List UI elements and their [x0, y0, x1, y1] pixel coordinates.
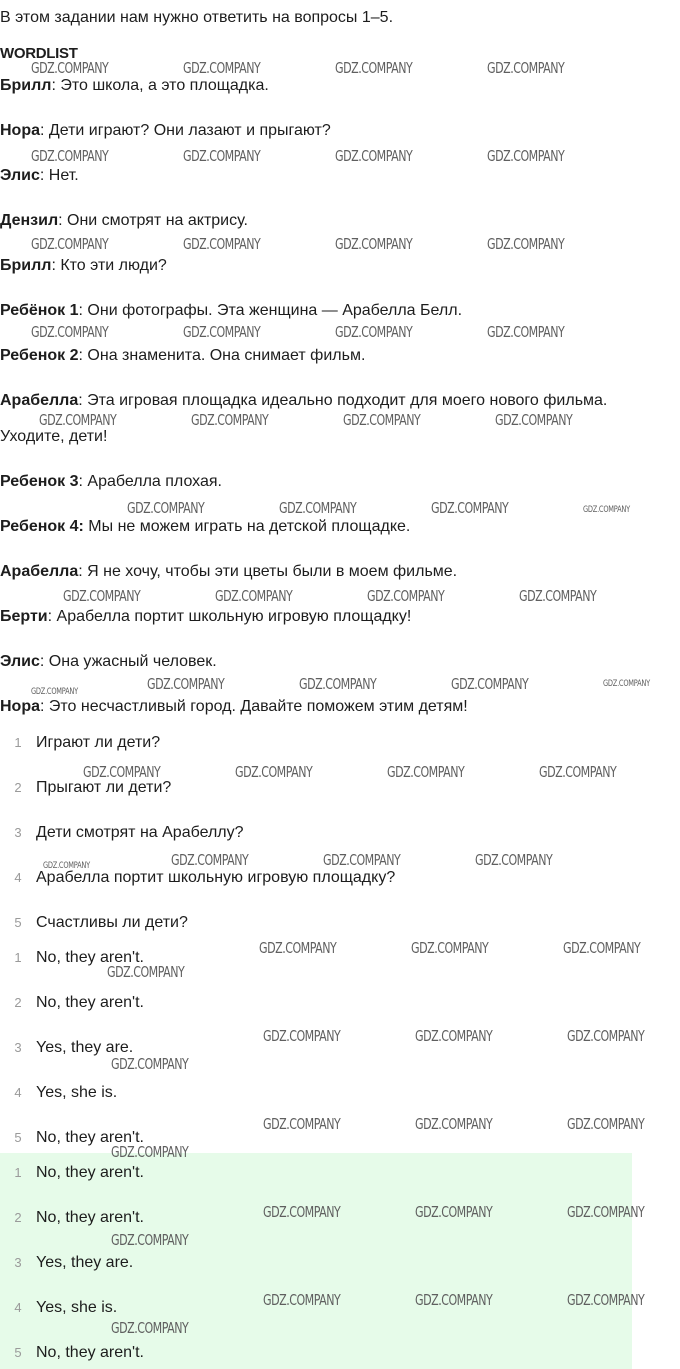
dialogue-line: Элис: Она ужасный человек.: [0, 653, 217, 670]
question-item: 3 Дети смотрят на Арабеллу?: [14, 824, 244, 841]
dialogue-line: Ребёнок 1: Они фотографы. Эта женщина — Арабелла Белл.: [0, 302, 463, 319]
watermark: GDZ.COMPANY: [567, 1115, 645, 1133]
watermark: GDZ.COMPANY: [343, 411, 421, 429]
watermark: GDZ.COMPANY: [335, 147, 413, 165]
watermark: GDZ.COMPANY: [183, 323, 261, 341]
watermark: GDZ.COMPANY: [415, 1291, 493, 1309]
dialogue-line: Ребенок 4: Мы не можем играть на детской площадке.: [0, 518, 411, 535]
watermark: GDZ.COMPANY: [519, 587, 597, 605]
watermark: GDZ.COMPANY: [111, 1143, 189, 1161]
watermark: GDZ.COMPANY: [183, 235, 261, 253]
answer-item: 3 Yes, they are.: [14, 1039, 134, 1056]
watermark: GDZ.COMPANY: [411, 939, 489, 957]
watermark: GDZ.COMPANY: [567, 1027, 645, 1045]
answer-item: 4 Yes, she is.: [14, 1084, 118, 1101]
watermark: GDZ.COMPANY: [495, 411, 573, 429]
watermark: GDZ.COMPANY: [263, 1115, 341, 1133]
dialogue-line: Ребенок 2: Она знаменита. Она снимает фильм.: [0, 347, 366, 364]
dialogue-line: Нора: Это несчастливый город. Давайте поможем этим детям!: [0, 698, 468, 715]
watermark: GDZ.COMPANY: [39, 411, 117, 429]
watermark: GDZ.COMPANY: [335, 235, 413, 253]
watermark: GDZ.COMPANY: [335, 59, 413, 77]
dialogue-line: Нора: Дети играют? Они лазают и прыгают?: [0, 122, 331, 139]
dialogue-line: Арабелла: Эта игровая площадка идеально подходит для моего нового фильма.: [0, 392, 608, 409]
answer-item: 1 No, they aren't.: [14, 949, 144, 966]
dialogue-line: Элис: Нет.: [0, 167, 79, 184]
watermark: GDZ.COMPANY: [111, 1319, 189, 1337]
watermark: GDZ.COMPANY: [563, 939, 641, 957]
watermark: GDZ.COMPANY: [487, 147, 565, 165]
watermark: GDZ.COMPANY: [387, 763, 465, 781]
watermark: GDZ.COMPANY: [111, 1055, 189, 1073]
answer-item-highlighted: 2 No, they aren't.: [14, 1209, 144, 1226]
watermark: GDZ.COMPANY: [415, 1203, 493, 1221]
answer-item-highlighted: 1 No, they aren't.: [14, 1164, 144, 1181]
watermark: GDZ.COMPANY: [127, 499, 205, 517]
watermark: GDZ.COMPANY: [415, 1115, 493, 1133]
watermark: GDZ.COMPANY: [431, 499, 509, 517]
watermark: GDZ.COMPANY: [183, 59, 261, 77]
watermark: GDZ.COMPANY: [83, 763, 161, 781]
question-item: 5 Счастливы ли дети?: [14, 914, 188, 931]
answer-item-highlighted: 3 Yes, they are.: [14, 1254, 134, 1271]
answer-item-highlighted: 4 Yes, she is.: [14, 1299, 118, 1316]
watermark: GDZ.COMPANY: [603, 679, 650, 689]
watermark: GDZ.COMPANY: [539, 763, 617, 781]
watermark: GDZ.COMPANY: [299, 675, 377, 693]
answer-item-highlighted: 5 No, they aren't.: [14, 1344, 144, 1361]
question-item: 1 Играют ли дети?: [14, 734, 161, 751]
watermark: GDZ.COMPANY: [31, 323, 109, 341]
watermark: GDZ.COMPANY: [451, 675, 529, 693]
answer-item: 5 No, they aren't.: [14, 1129, 144, 1146]
watermark: GDZ.COMPANY: [107, 963, 185, 981]
watermark: GDZ.COMPANY: [567, 1291, 645, 1309]
watermark: GDZ.COMPANY: [31, 235, 109, 253]
dialogue-line: Брилл: Кто эти люди?: [0, 257, 167, 274]
dialogue-line-continuation: Уходите, дети!: [0, 428, 108, 445]
watermark: GDZ.COMPANY: [279, 499, 357, 517]
dialogue-line: Берти: Арабелла портит школьную игровую площадку!: [0, 608, 412, 625]
watermark: GDZ.COMPANY: [147, 675, 225, 693]
watermark: GDZ.COMPANY: [323, 851, 401, 869]
watermark: GDZ.COMPANY: [31, 59, 109, 77]
watermark: GDZ.COMPANY: [487, 59, 565, 77]
watermark: GDZ.COMPANY: [583, 505, 630, 515]
dialogue-line: Ребенок 3: Арабелла плохая.: [0, 473, 222, 490]
watermark: GDZ.COMPANY: [215, 587, 293, 605]
watermark: GDZ.COMPANY: [183, 147, 261, 165]
watermark: GDZ.COMPANY: [63, 587, 141, 605]
watermark: GDZ.COMPANY: [263, 1291, 341, 1309]
watermark: GDZ.COMPANY: [191, 411, 269, 429]
watermark: GDZ.COMPANY: [335, 323, 413, 341]
intro-text: В этом задании нам нужно ответить на вопросы 1–5.: [0, 9, 394, 26]
watermark: GDZ.COMPANY: [367, 587, 445, 605]
watermark: GDZ.COMPANY: [263, 1203, 341, 1221]
watermark: GDZ.COMPANY: [415, 1027, 493, 1045]
watermark: GDZ.COMPANY: [263, 1027, 341, 1045]
watermark: GDZ.COMPANY: [487, 323, 565, 341]
watermark: GDZ.COMPANY: [31, 687, 78, 697]
watermark: GDZ.COMPANY: [487, 235, 565, 253]
watermark: GDZ.COMPANY: [111, 1231, 189, 1249]
watermark: GDZ.COMPANY: [171, 851, 249, 869]
watermark: GDZ.COMPANY: [259, 939, 337, 957]
question-item: 2 Прыгают ли дети?: [14, 779, 172, 796]
watermark: GDZ.COMPANY: [567, 1203, 645, 1221]
dialogue-line: Брилл: Это школа, а это площадка.: [0, 77, 269, 94]
dialogue-line: Дензил: Они смотрят на актрису.: [0, 212, 248, 229]
watermark: GDZ.COMPANY: [475, 851, 553, 869]
watermark: GDZ.COMPANY: [31, 147, 109, 165]
wordlist-label: WORDLIST: [0, 45, 78, 62]
answer-item: 2 No, they aren't.: [14, 994, 144, 1011]
dialogue-line: Арабелла: Я не хочу, чтобы эти цветы были в моем фильме.: [0, 563, 458, 580]
question-item: 4 Арабелла портит школьную игровую площадку?: [14, 869, 396, 886]
watermark: GDZ.COMPANY: [235, 763, 313, 781]
watermark: GDZ.COMPANY: [43, 861, 90, 871]
